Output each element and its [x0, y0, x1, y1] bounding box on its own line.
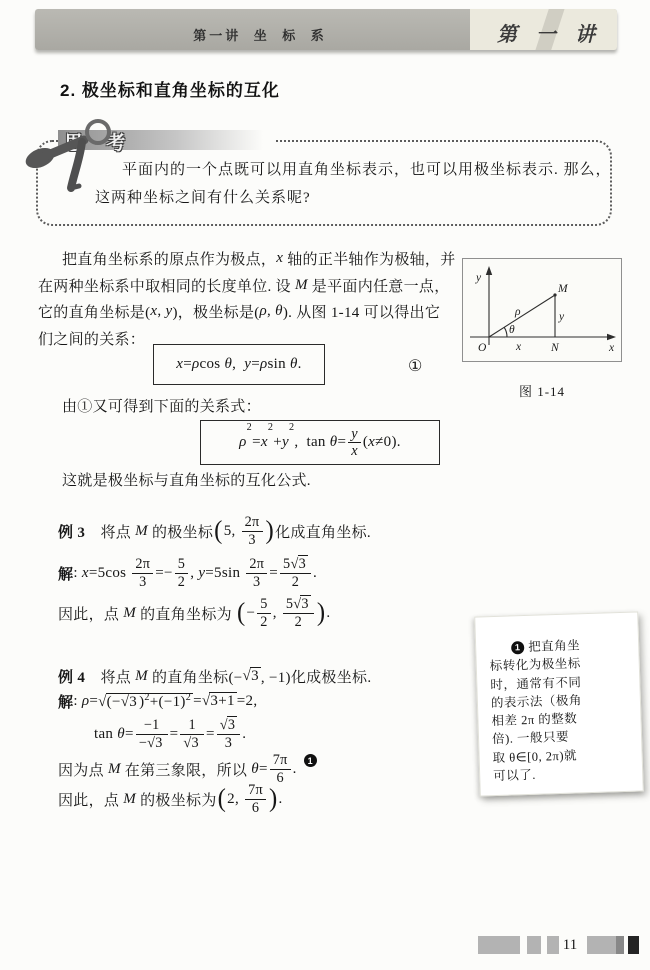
- svg-text:N: N: [551, 342, 559, 354]
- chapter-title: 第一讲 坐 标 系: [193, 28, 327, 43]
- example4-solution-line: tan θ = $\frac{-1}{-√3}$ = $\frac{1}{√3}$ = $\frac{√3}{3}$ .: [94, 717, 247, 751]
- paragraph-line: 在两种坐标系中取相同的长度单位. 设 M 是平面内任意一点，: [38, 276, 450, 295]
- paragraph-line: 们之间的关系：: [38, 331, 146, 348]
- example4-title: 例 4 将点 M 的直角坐标(− √3 , −1)化成极坐标.: [58, 667, 372, 686]
- svg-text:ρ: ρ: [515, 306, 521, 318]
- svg-text:y: y: [476, 272, 482, 284]
- margin-note-line: 倍). 一般只要: [491, 730, 570, 747]
- footer-decoration-bar: [628, 936, 639, 954]
- example4-solution-line: 因为点 M 在第三象限，所以 θ = $\frac{7\pi}{6}$ . 1: [58, 754, 317, 784]
- footer-decoration-bar: [527, 936, 541, 954]
- formula-box-1: x = ρ cos θ , y = ρ sin θ .: [153, 344, 325, 385]
- footer-decoration-bar: [478, 936, 520, 954]
- svg-text:x: x: [516, 341, 522, 353]
- think-label: 思 考: [64, 133, 135, 154]
- page-number: 11: [562, 937, 578, 953]
- margin-note: [474, 611, 644, 796]
- example4-solution-line: 解 : ρ = √(−√3 )$^2+(-1)^2$ = √3+1 =2,: [58, 691, 258, 711]
- coordinate-diagram: [463, 259, 621, 361]
- section-title: 2. 极坐标和直角坐标的互化: [60, 81, 280, 100]
- footnote-1-marker: 1: [511, 641, 524, 654]
- svg-text:O: O: [478, 342, 487, 354]
- text-line: 这就是极坐标与直角坐标的互化公式.: [62, 472, 311, 489]
- think-text-line1: 平面内的一个点既可以用直角坐标表示，也可以用极坐标表示. 那么，: [122, 162, 612, 178]
- margin-note-line: 可以了.: [493, 767, 537, 784]
- formula-box-2: ρ 2 = x 2 + y 2 , tan θ = $\frac{y}{x}$ ( x ≠0).: [200, 420, 440, 465]
- figure-caption: 图 1-14: [518, 384, 566, 399]
- chapter-badge: 第 一 讲: [497, 24, 602, 46]
- svg-text:M: M: [558, 283, 568, 295]
- margin-note-line: 标转化为极坐标: [489, 656, 581, 674]
- example3-solution-line: 因此，点 M 的直角坐标为 ( − $\frac{5}{2}$ , $\frac{5√3}{2}$ ) .: [58, 596, 331, 630]
- footer-decoration-bar: [616, 936, 624, 954]
- svg-text:y: y: [559, 311, 565, 323]
- svg-text:x: x: [609, 342, 615, 354]
- footer-decoration-bar: [587, 936, 616, 954]
- margin-note-line: 取 θ∈[0, 2π)就: [492, 748, 578, 765]
- paragraph-line: 把直角坐标系的原点作为极点， x 轴的正半轴作为极轴，并: [62, 249, 456, 268]
- svg-text:θ: θ: [509, 324, 515, 336]
- margin-note-line: 时，通常有不同: [490, 674, 582, 692]
- text-line: 由①又可得到下面的关系式：: [62, 398, 261, 415]
- example3-solution-line: 解 : x =5cos $\frac{2\pi}{3}$ =− $\frac{5}{2}$ , y =5sin $\frac{2\pi}{3}$ = $\frac{5√3}{2}$ .: [58, 556, 318, 590]
- figure-1-14: [462, 258, 622, 362]
- think-text-line2: 这两种坐标之间有什么关系呢?: [95, 190, 311, 206]
- formula-number-1: ①: [408, 358, 423, 375]
- paragraph-line: 它的直角坐标是( x , y )，极坐标是( ρ , θ ). 从图 1-14 可以得出它: [38, 302, 441, 321]
- margin-note-line: 相差 2π 的整数: [491, 711, 578, 729]
- margin-note-line: 1 把直角坐: [489, 635, 627, 658]
- margin-note-line: 的表示法（极角: [490, 693, 583, 711]
- example3-title: 例 3 将点 M 的极坐标 ( 5, $\frac{2\pi}{3}$ ) 化成直角坐标.: [58, 514, 371, 548]
- example4-solution-line: 因此，点 M 的极坐标为 ( 2, $\frac{7\pi}{6}$ ) .: [58, 782, 283, 816]
